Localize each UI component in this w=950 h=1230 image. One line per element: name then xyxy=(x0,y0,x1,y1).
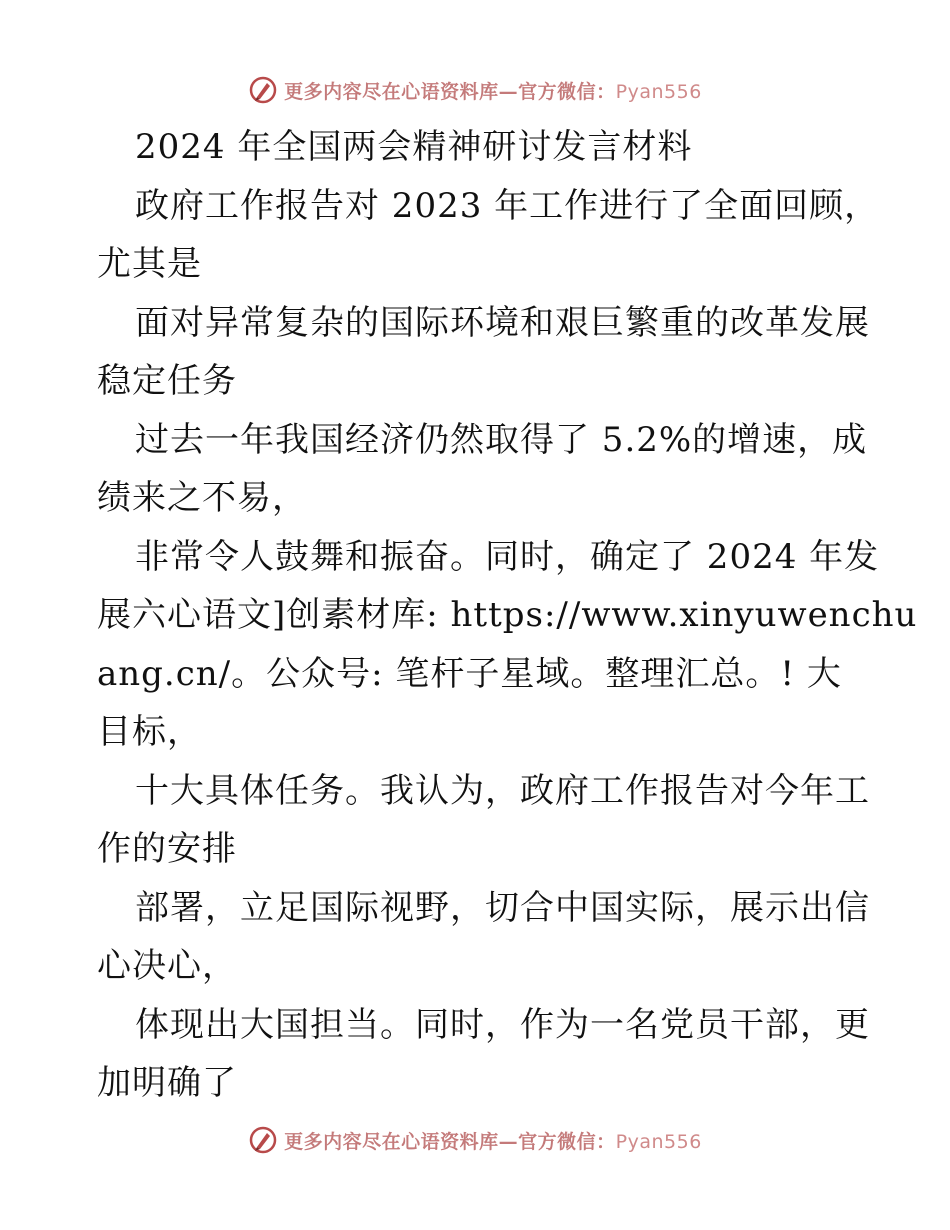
text-line: 非常令人鼓舞和振奋。同时，确定了 2024 年发 xyxy=(135,536,880,577)
header-banner xyxy=(0,70,950,110)
text-line: 加明确了 xyxy=(97,1063,237,1103)
header-banner-text: 更多内容尽在心语资料库—官方微信：Pyan556 xyxy=(284,80,702,103)
text-line: 作的安排 xyxy=(97,829,237,869)
text-line: 目标， xyxy=(97,712,202,752)
footer-banner-text: 更多内容尽在心语资料库—官方微信：Pyan556 xyxy=(284,1130,702,1153)
text-line: 心决心， xyxy=(97,946,237,986)
text-line: 稳定任务 xyxy=(97,361,237,401)
text-line: 面对异常复杂的国际环境和艰巨繁重的改革发展 xyxy=(135,302,870,343)
text-line: 过去一年我国经济仍然取得了 5.2%的增速，成 xyxy=(135,419,868,460)
text-line: 政府工作报告对 2023 年工作进行了全面回顾， xyxy=(135,185,880,226)
text-line: ang.cn/。公众号: 笔杆子星域。整理汇总。! 大 xyxy=(97,653,842,694)
pen-logo-icon xyxy=(248,1125,278,1155)
text-line: 绩来之不易， xyxy=(97,478,307,518)
text-line: 体现出大国担当。同时，作为一名党员干部，更 xyxy=(135,1004,870,1045)
document-body xyxy=(97,118,918,1113)
text-line: 展六心语文]创素材库: https://www.xinyuwenchu xyxy=(97,595,918,635)
text-line: 2024 年全国两会精神研讨发言材料 xyxy=(135,127,693,167)
text-line: 尤其是 xyxy=(97,244,202,284)
pen-logo-icon xyxy=(248,75,278,105)
text-line: 部署，立足国际视野，切合中国实际，展示出信 xyxy=(135,887,870,928)
footer-banner xyxy=(0,1120,950,1160)
text-line: 十大具体任务。我认为，政府工作报告对今年工 xyxy=(135,770,870,811)
